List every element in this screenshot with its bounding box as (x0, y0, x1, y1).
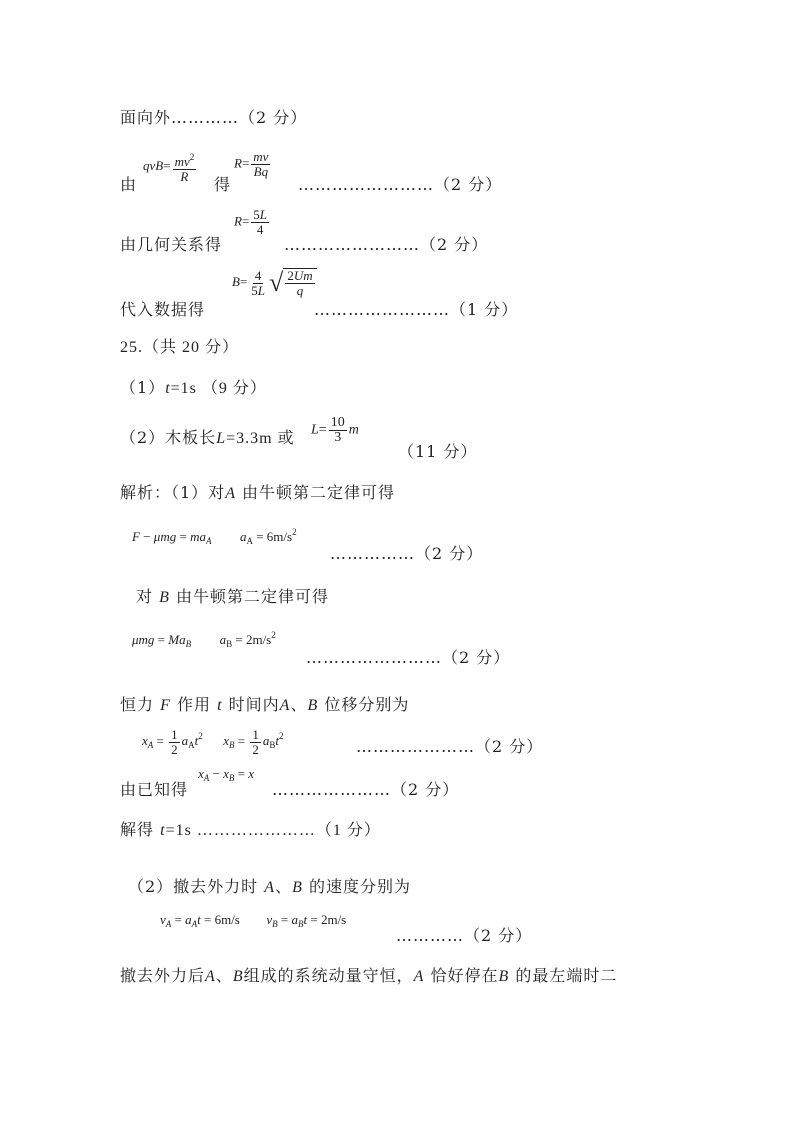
answer-line: （2）木板长L=3.3m 或 (120, 428, 295, 447)
equation: $F - \mu mg = ma_A$ $a_A = 6m/s^2$ (132, 527, 297, 546)
equation: qvB= $\frac{mv^2}{R}$ (143, 152, 195, 184)
text-line: 解得 t=1s …………………（1 分） (120, 820, 381, 839)
text-line: 由几何关系得 (120, 235, 223, 254)
text-line: 面向外…………（2 分） (120, 108, 308, 127)
text-line: …………………（2 分） (272, 780, 460, 799)
text-line: 由已知得 (120, 780, 189, 799)
text-line: ……………………（2 分） (284, 235, 489, 254)
text-line: ……………………（2 分） (298, 175, 503, 194)
equation: R= $\frac{5L}{4}$ (234, 207, 268, 237)
text-line: 撤去外力后A、B组成的系统动量守恒，A 恰好停在B 的最左端时二 (120, 966, 618, 985)
equation: L= $\frac{10}{3}$ m (311, 415, 359, 445)
text-line: ……………………（2 分） (306, 648, 511, 667)
text-line: …………………（2 分） (356, 737, 544, 756)
text-line: 对 B 由牛顿第二定律可得 (136, 587, 329, 606)
equation: $x_A - x_B = x$ (198, 766, 255, 783)
text-line: 由 (120, 175, 138, 194)
text-line: 解析：（1）对A 由牛顿第二定律可得 (120, 483, 396, 502)
text-line: （2）撤去外力时 A、B 的速度分别为 (128, 877, 411, 896)
text-line: ……………………（1 分） (314, 300, 519, 319)
text-line: 代入数据得 (120, 300, 206, 319)
answer-line: （1）t=1s （9 分） (120, 378, 267, 397)
equation: $v_A = a_At = 6m/s$ $v_B = a_Bt = 2m/s$ (160, 912, 347, 929)
question-heading: 25.（共 20 分） (120, 339, 240, 356)
equation: $\mu mg = Ma_B$ $a_B = 2m/s^2$ (132, 630, 276, 649)
text-line: ……………（2 分） (330, 544, 484, 563)
text-line: …………（2 分） (396, 926, 533, 945)
text-line: 恒力 F 作用 t 时间内A、B 位移分别为 (120, 695, 410, 714)
equation: $x_A$ = $\frac{1}{2}$ $a_At^2$ $x_B$ = $\frac{1}{2}$ $a_Bt^2$ (142, 727, 284, 757)
text-line: 得 (214, 175, 232, 194)
text-line: （11 分） (398, 442, 478, 461)
equation: R= $\frac{mv}{Bq}$ (234, 149, 269, 179)
equation: B= $\frac{4}{5L}$ √ $\frac{2Um}{q}$ (232, 268, 317, 298)
